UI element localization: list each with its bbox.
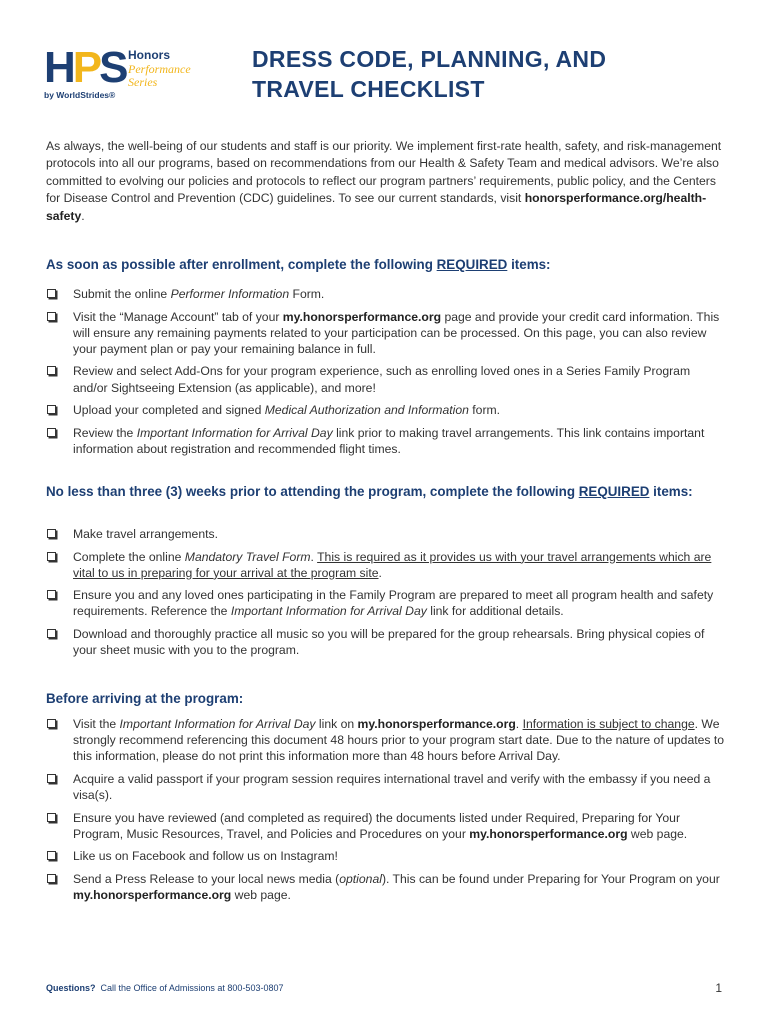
page-number: 1 [715,981,722,995]
checklist-item: Visit the Important Information for Arrival Day link on my.honorsperformance.org. Information is subject to change. We strongly recommend referencing this document 48 hours prior to your program start date. Due to the nature of updates to this information, please do not print this information more than 48 hours before Arrival Day. [46,716,726,765]
logo-word-honors: Honors [128,48,170,62]
checkbox-icon[interactable] [47,405,56,414]
section-1-checklist [46,286,726,463]
checklist-item: Review the Important Information for Arrival Day link prior to making travel arrangements. This link contains important information about registration and recommended flight times. [46,425,726,457]
checkbox-icon[interactable] [47,813,56,822]
checklist-item: Download and thoroughly practice all music so you will be prepared for the group rehearsals. Bring physical copies of your sheet music with you to the program. [46,626,726,658]
checkbox-icon[interactable] [47,874,56,883]
checklist-item: Submit the online Performer Information Form. [46,286,726,302]
section-3-heading: Before arriving at the program: [46,691,244,706]
logo-word-performance: Performance [128,62,191,76]
checkbox-icon[interactable] [47,629,56,638]
section-1-heading: As soon as possible after enrollment, complete the following REQUIRED items: [46,257,551,272]
checkbox-icon[interactable] [47,366,56,375]
logo-mark: HPS [44,43,126,92]
hps-logo [44,43,214,106]
section-3-checklist [46,716,726,910]
checkbox-icon[interactable] [47,529,56,538]
checkbox-icon[interactable] [47,851,56,860]
page-title [252,44,732,104]
section-2-checklist [46,526,726,665]
logo-byline: by WorldStrides® [44,90,116,100]
checklist-item: Ensure you and any loved ones participating in the Family Program are prepared to meet all program health and safety requirements. Reference the Important Information for Arrival Day link for additional details. [46,587,726,619]
checkbox-icon[interactable] [47,312,56,321]
checklist-item: Review and select Add-Ons for your program experience, such as enrolling loved ones in a Series Family Program and/or Sightseeing Extension (as applicable), and more! [46,363,726,395]
account-link[interactable]: my.honorsperformance.org [469,826,628,841]
intro-paragraph: As always, the well-being of our students and staff is our priority. We implement first-rate health, safety, and risk-management protocols into all our programs, based on recommendations from our Health & Safety Team and medical advisors. We’re also committed to evolving our policies and protocols to reflect our program partners’ requirements, public policy, and the Centers for Disease Control and Prevention (CDC) guidelines. To see our current standards, visit honorsperformance.org/health-safety. [46,139,722,223]
account-link[interactable]: my.honorsperformance.org [282,309,442,324]
checkbox-icon[interactable] [47,774,56,783]
checklist-item: Visit the “Manage Account” tab of your my.honorsperformance.org page and provide your credit card information. This will ensure any remaining payments related to your participation can be processed. On this page, you can also review your payment plan or pay your remaining balance in full. [46,309,726,358]
checklist-item: Send a Press Release to your local news media (optional). This can be found under Preparing for Your Program on your my.honorsperformance.org web page. [46,871,726,903]
title-line-1: DRESS CODE, PLANNING, AND [252,46,607,72]
checklist-item: Complete the online Mandatory Travel Form. This is required as it provides us with your travel arrangements which are vital to us in preparing for your arrival at the program site. [46,549,726,581]
checkbox-icon[interactable] [47,590,56,599]
checkbox-icon[interactable] [47,289,56,298]
title-line-2: TRAVEL CHECKLIST [252,76,485,102]
checklist-item: Like us on Facebook and follow us on Instagram! [46,848,726,864]
logo-word-series: Series [128,75,158,89]
account-link[interactable]: my.honorsperformance.org [73,888,232,903]
checklist-item: Acquire a valid passport if your program session requires international travel and verify with the embassy if you need a visa(s). [46,771,726,803]
checklist-item: Ensure you have reviewed (and completed as required) the documents listed under Required, Preparing for Your Program, Music Resources, Travel, and Policies and Procedures on your my.honorsperformance.org web page. [46,810,726,842]
footer-contact: Questions? Call the Office of Admissions at 800-503-0807 [46,983,284,993]
checklist-item: Upload your completed and signed Medical Authorization and Information form. [46,402,726,418]
account-link[interactable]: my.honorsperformance.org [357,717,516,731]
health-safety-link[interactable]: honorsperformance.org/health-safety [46,191,707,223]
checkbox-icon[interactable] [47,428,56,437]
section-2-heading: No less than three (3) weeks prior to attending the program, complete the following REQUIRED items: [46,484,693,499]
checkbox-icon[interactable] [47,552,56,561]
checklist-item: Make travel arrangements. [46,526,726,542]
checkbox-icon[interactable] [47,719,56,728]
